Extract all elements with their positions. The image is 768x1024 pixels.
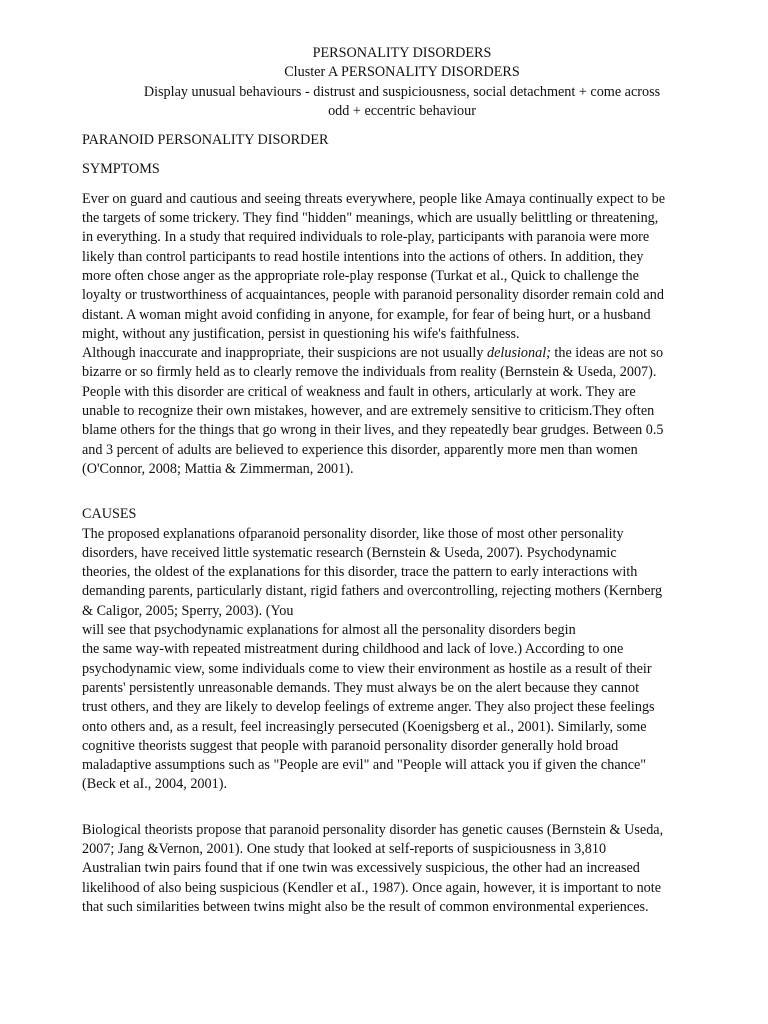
spacer (82, 795, 722, 821)
text-line: the same way-with repeated mistreatment during childhood and lack of love.) According to one (82, 641, 624, 658)
text-line: maladaptive assumptions such as "People are evil" and "People will attack you if given the chance" (82, 757, 647, 774)
symptoms-paragraph (82, 344, 722, 479)
cluster-description-line: Display unusual behaviours - distrust and suspiciousness, social detachment + come across (143, 83, 661, 100)
text-line: Ever on guard and cautious and seeing threats everywhere, people like Amaya continually expect to be (82, 190, 666, 207)
spacer (82, 479, 722, 505)
text-line: likely than control participants to read hostile intentions into the actions of others. In addition, they (82, 248, 644, 265)
text-line: 2007; Jang &Vernon, 2001). One study that looked at self-reports of suspiciousness in 3,810 (82, 840, 607, 857)
text-line: People with this disorder are critical of weakness and fault in others, articularly at work. They are (82, 383, 636, 400)
text-span: the ideas are not so (550, 345, 664, 362)
symptoms-heading: SYMPTOMS (82, 161, 160, 178)
text-line: Biological theorists propose that paranoid personality disorder has genetic causes (Bernstein & Useda, (82, 821, 664, 838)
text-line: parents' persistently unreasonable demands. They must always be on the alert because they cannot (82, 679, 640, 696)
text-line: distant. A woman might avoid confiding in anyone, for example, for fear of being hurt, or a husband (82, 306, 651, 323)
text-line: (Beck et aI., 2004, 2001). (82, 776, 227, 793)
text-line: might, without any justification, persist in questioning his wife's faithfulness. (82, 325, 520, 342)
text-line: that such similarities between twins might also be the result of common environmental experiences. (82, 898, 649, 915)
cluster-description-line: odd + eccentric behaviour (328, 102, 476, 119)
text-line: unable to recognize their own mistakes, however, and are extremely sensitive to criticism.They often (82, 403, 655, 420)
text-line: psychodynamic view, some individuals come to view their environment as hostile as a result of their (82, 660, 652, 677)
text-line: disorders, have received little systematic research (Bernstein & Useda, 2007). Psychodynamic (82, 544, 617, 561)
section-title: PARANOID PERSONALITY DISORDER (82, 132, 329, 149)
text-line: likelihood of also being suspicious (Kendler et aI., 1987). Once again, however, it is important to note (82, 879, 662, 896)
text-line: blame others for the things that go wrong in their lives, and they repeatedly bear grudges. Between 0.5 (82, 422, 664, 439)
text-line: & Caligor, 2005; Sperry, 2003). (You (82, 602, 294, 619)
causes-paragraph (82, 525, 722, 795)
text-line: cognitive theorists suggest that people with paranoid personality disorder generally hold broad (82, 737, 619, 754)
text-line: The proposed explanations ofparanoid personality disorder, like those of most other personality (82, 525, 624, 542)
text-line: onto others and, as a result, feel increasingly persecuted (Koenigsberg et al., 2001). Similarly, some (82, 718, 647, 735)
text-line: (O'Connor, 2008; Mattia & Zimmerman, 2001). (82, 460, 354, 477)
text-line: will see that psychodynamic explanations for almost all the personality disorders begin (82, 622, 576, 639)
cluster-title: Cluster A PERSONALITY DISORDERS (284, 64, 520, 81)
causes-heading: CAUSES (82, 506, 137, 523)
text-line: the targets of some trickery. They find "hidden" meanings, which are usually belittling or threatening, (82, 210, 659, 227)
text-span: Although inaccurate and inappropriate, their suspicions are not usually (82, 345, 488, 362)
causes-paragraph (82, 821, 722, 917)
text-line: bizarre or so firmly held as to clearly remove the individuals from reality (Bernstein & Useda, 2007). (82, 364, 657, 381)
italic-term: delusional; (487, 345, 551, 362)
text-line: demanding parents, particularly distant, rigid fathers and overcontrolling, rejecting mothers (Kernberg (82, 583, 663, 600)
document-page (82, 44, 722, 917)
text-line (82, 344, 722, 363)
text-line: and 3 percent of adults are believed to experience this disorder, apparently more men than women (82, 441, 638, 458)
text-line: Australian twin pairs found that if one twin was excessively suspicious, the other had an increased (82, 860, 640, 877)
text-line: theories, the oldest of the explanations for this disorder, trace the pattern to early interactions with (82, 564, 638, 581)
document-header (82, 44, 722, 121)
text-line: more often chose anger as the appropriate role-play response (Turkat et al., Quick to challenge the (82, 267, 639, 284)
text-line: in everything. In a study that required individuals to role-play, participants with paranoia were more (82, 229, 650, 246)
document-title: PERSONALITY DISORDERS (312, 45, 492, 61)
text-line: loyalty or trustworthiness of acquaintances, people with paranoid personality disorder remain cold and (82, 287, 664, 304)
text-line: trust others, and they are likely to develop feelings of extreme anger. They also project these feelings (82, 699, 655, 716)
symptoms-paragraph (82, 190, 722, 344)
